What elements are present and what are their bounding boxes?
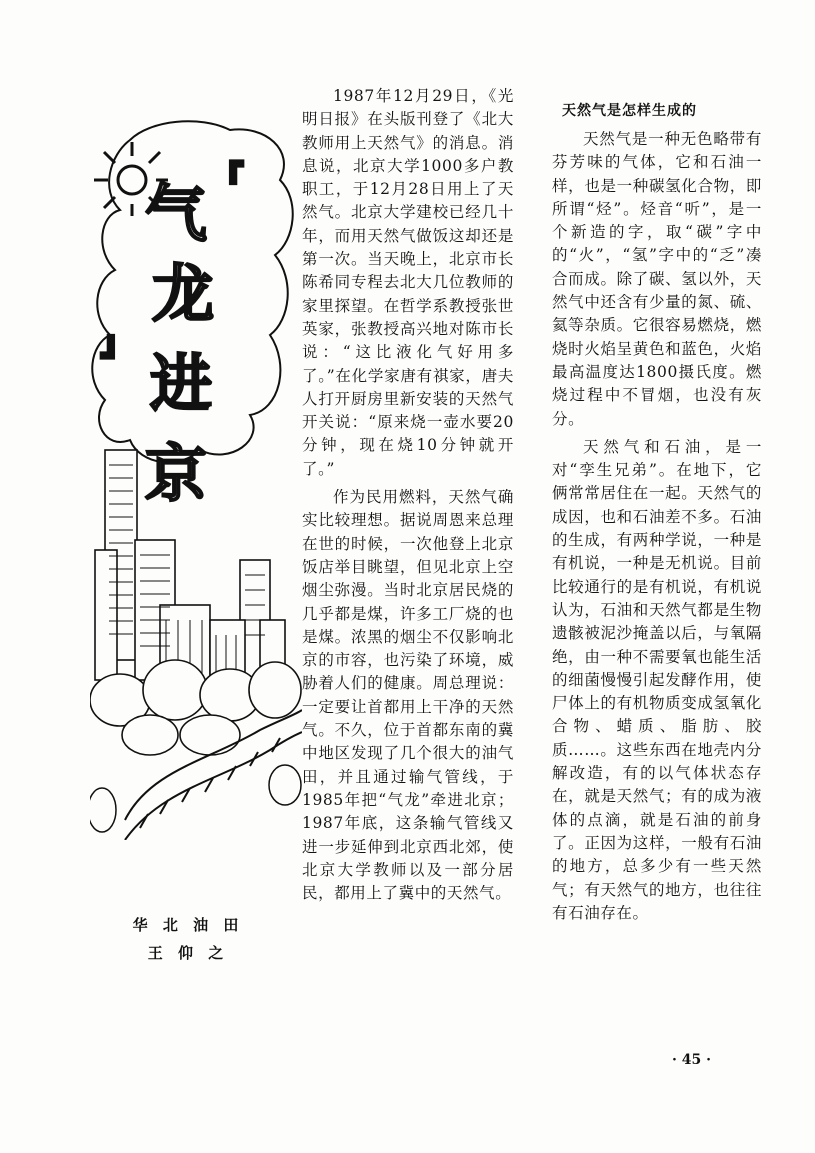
section-heading: 天然气是怎样生成的 — [562, 103, 697, 119]
paragraph: 作为民用燃料，天然气确实比较理想。据说周恩来总理在世的时候，一次他登上北京饭店举目眺望，但见北京上空烟尘弥漫。当时北京居民烧的几乎都是煤，许多工厂烧的也是煤。浓黑的烟尘不仅影响北京的市容，也污染了环境，威胁着人们的健康。周总理说：一定要让首都用上干净的天然气。不久，位于首都东南的冀中地区发现了几个很大的油气田，并且通过输气管线，于1985年把“气龙”牵进北京；1987年底，这条输气管线又进一步延伸到北京西北郊，使北京大学教师以及一部分居民，都用上了冀中的天然气。 — [302, 488, 514, 903]
paragraph: 天然气是一种无色略带有芬芳味的气体，它和石油一样，也是一种碳氢化合物，即所谓“烃”。烃音“听”，是一个新造的字，取“碳”字中的“火”，“氢”字中的“乏”凑合而成。除了碳、氢以外，天然气中还含有少量的氮、硫、氦等杂质。它很容易燃烧，燃烧时火焰呈黄色和蓝色，火焰最高温度达1800摄氏度。燃烧过程中不冒烟，也没有灰分。 — [552, 130, 762, 428]
article-column-right — [552, 128, 762, 930]
trees — [90, 660, 301, 755]
paragraph: 天然气和石油，是一对“孪生兄弟”。在地下，它俩常常居住在一起。天然气的成因，也和石油差不多。石油的生成，有两种学说，一种是有机说，一种是无机说。目前比较通行的是有机说，有机说认为，石油和天然气都是生物遗骸被泥沙掩盖以后，与氧隔绝，由一种不需要氧也能生活的细菌慢慢引起发酵作用，使尸体上的有机物质变成氢氧化合物、蜡质、脂肪、胶质……。这些东西在地壳内分解改造，有的以气体状态存在，就是天然气；有的成为液体的点滴，就是石油的前身了。正因为这样，一般有石油的地方，总多少有一些天然气；有天然气的地方，也往往有石油存在。 — [552, 437, 762, 922]
title-quote-close: 』 — [100, 324, 134, 364]
title-char-jing: 京 — [145, 437, 208, 510]
paragraph: 1987年12月29日，《光明日报》在头版刊登了《北大教师用上天然气》的消息。消息说，北京大学1000多户教职工，于12月28日用上了天然气。北京大学建校已经几十年，而用天然气做饭这却还是第一次。当天晚上，北京市长陈希同专程去北大几位教师的家里探望。在哲学系教授张世英家，张教授高兴地对陈市长说：“这比液化气好用多了。”在化学家唐有祺家，唐夫人打开厨房里新安装的天然气开关说：“原来烧一壶水要20分钟，现在烧10分钟就开了。” — [302, 87, 514, 478]
foreground-shrubs — [90, 765, 301, 832]
page-number: · 45 · — [672, 1052, 711, 1068]
author-name: 王 仰 之 — [147, 944, 229, 962]
title-illustration — [90, 120, 302, 840]
article-column-middle — [302, 85, 514, 910]
title-quote-open: 『 — [210, 159, 244, 199]
title-char-qi: 气 — [145, 177, 208, 250]
title-char-long: 龙 — [152, 257, 215, 330]
title-char-jin: 进 — [150, 347, 213, 420]
author-organization: 华 北 油 田 — [132, 916, 244, 934]
